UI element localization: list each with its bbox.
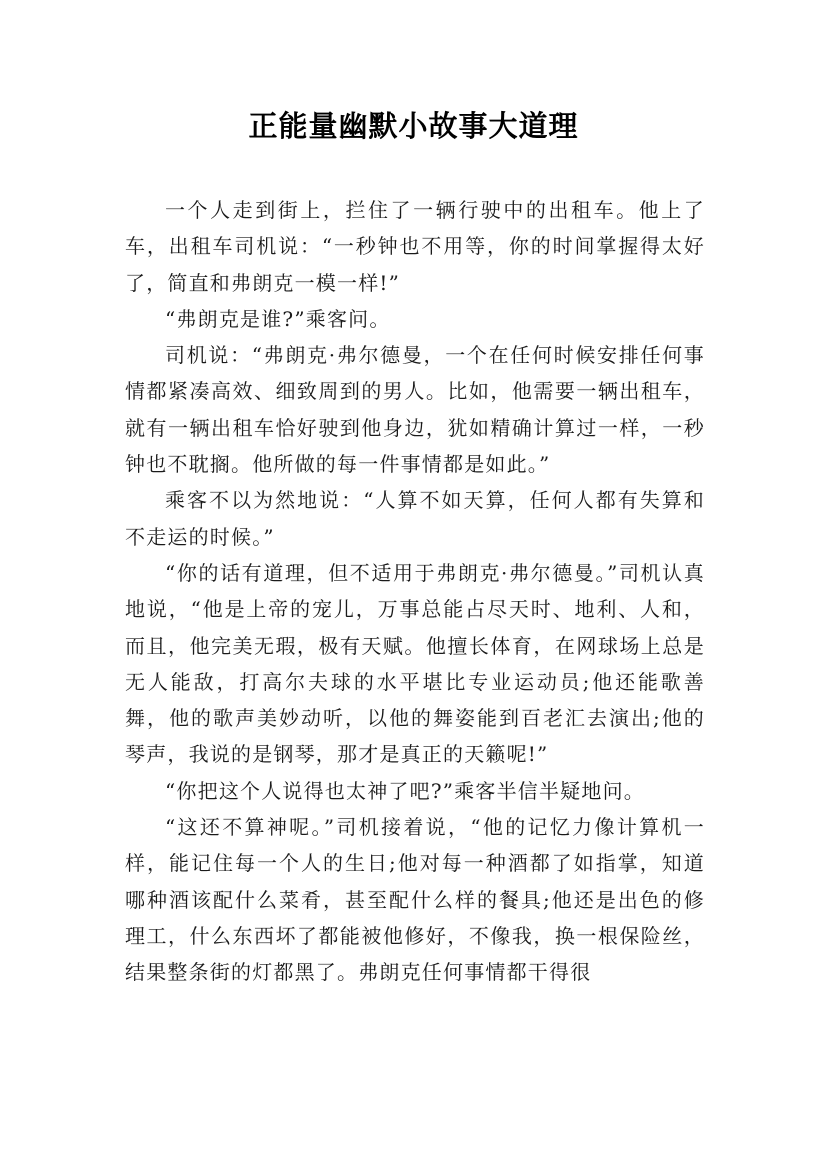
paragraph: 乘客不以为然地说：“人算不如天算，任何人都有失算和不走运的时候。” <box>125 488 705 549</box>
paragraph: “这还不算神呢。”司机接着说，“他的记忆力像计算机一样，能记住每一个人的生日;他对每一种酒都了如指掌，知道哪种酒该配什么菜肴，甚至配什么样的餐具;他还是出色的修理工，什么东西坏了都能被他修好，不像我，换一根保险丝，结果整条街的灯都黑了。弗朗克任何事情都干得很 <box>125 815 705 985</box>
paragraph: “弗朗克是谁?”乘客问。 <box>165 306 391 331</box>
paragraph: 司机说：“弗朗克·弗尔德曼，一个在任何时候安排任何事情都紧凑高效、细致周到的男人。比如，他需要一辆出租车，就有一辆出租车恰好驶到他身边，犹如精确计算过一样，一秒钟也不耽搁。他所做的每一件事情都是如此。” <box>125 343 705 477</box>
paragraph: “你把这个人说得也太神了吧?”乘客半信半疑地问。 <box>165 778 645 803</box>
document-title: 正能量幽默小故事大道理 <box>248 109 579 143</box>
paragraph: “你的话有道理，但不适用于弗朗克·弗尔德曼。”司机认真地说，“他是上帝的宠儿，万事总能占尽天时、地利、人和，而且，他完美无瑕，极有天赋。他擅长体育，在网球场上总是无人能敌，打高尔夫球的水平堪比专业运动员;他还能歌善舞，他的歌声美妙动听，以他的舞姿能到百老汇去演出;他的琴声，我说的是钢琴，那才是真正的天籁呢!” <box>125 560 705 767</box>
document-body <box>125 192 705 991</box>
paragraph: 一个人走到街上，拦住了一辆行驶中的出租车。他上了车，出租车司机说：“一秒钟也不用等，你的时间掌握得太好了，简直和弗朗克一模一样!” <box>125 198 705 295</box>
